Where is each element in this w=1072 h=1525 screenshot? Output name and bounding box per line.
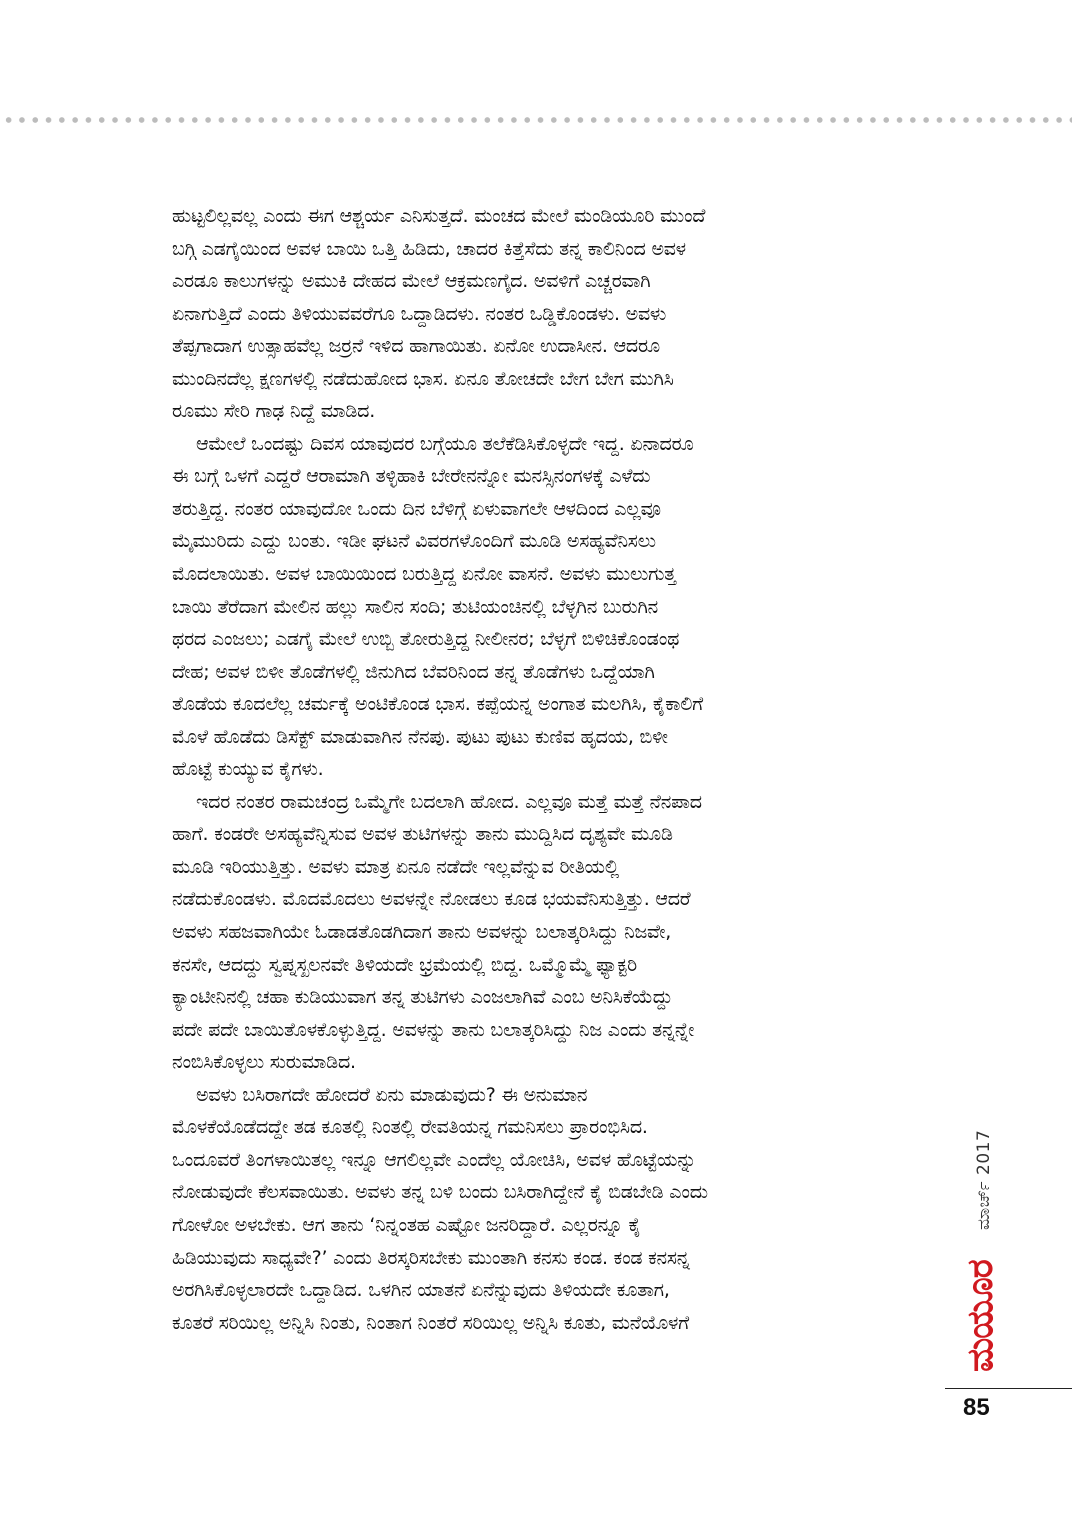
text-line: ಥರದ ಎಂಜಲು; ಎಡಗೈ ಮೇಲೆ ಉಬ್ಬಿ ತೋರುತ್ತಿದ್ದ ನೀಲೀನರ; ಬೆಳ್ಳಗೆ ಬಿಳಿಚಿಕೊಂಡಂಥ: [172, 628, 680, 651]
text-line: ಹಾಗೆ. ಕಂಡರೇ ಅಸಹ್ಯವೆನ್ನಿಸುವ ಅವಳ ತುಟಿಗಳನ್ನು ತಾನು ಮುದ್ದಿಸಿದ ದೃಶ್ಯವೇ ಮೂಡಿ: [172, 823, 673, 846]
text-line: ಬಾಯಿ ತೆರೆದಾಗ ಮೇಲಿನ ಹಲ್ಲು ಸಾಲಿನ ಸಂದಿ; ತುಟಿಯಂಚಿನಲ್ಲಿ ಬೆಳ್ಳಗಿನ ಬುರುಗಿನ: [172, 595, 659, 618]
text-line: ತೆಪ್ಪಗಾದಾಗ ಉತ್ಸಾಹವೆಲ್ಲ ಜರ್ರನೆ ಇಳಿದ ಹಾಗಾಯಿತು. ಏನೋ ಉದಾಸೀನ. ಆದರೂ: [172, 335, 660, 358]
text-line: ಕ್ಯಾಂಟೀನಿನಲ್ಲಿ ಚಹಾ ಕುಡಿಯುವಾಗ ತನ್ನ ತುಟಿಗಳು ಎಂಜಲಾಗಿವೆ ಎಂಬ ಅನಿಸಿಕೆಯೆದ್ದು: [172, 986, 673, 1009]
text-line: ನಡೆದುಕೊಂಡಳು. ಮೊದಮೊದಲು ಅವಳನ್ನೇ ನೋಡಲು ಕೂಡ ಭಯವೆನಿಸುತ್ತಿತ್ತು. ಆದರೆ: [172, 888, 691, 911]
text-line: ದೇಹ; ಅವಳ ಬಿಳೀ ತೊಡೆಗಳಲ್ಲಿ ಜಿನುಗಿದ ಬೆವರಿನಿಂದ ತನ್ನ ತೊಡೆಗಳು ಒದ್ದೆಯಾಗಿ: [172, 660, 655, 683]
text-line: ಪದೇ ಪದೇ ಬಾಯಿತೊಳಕೊಳ್ಳುತ್ತಿದ್ದ. ಅವಳನ್ನು ತಾನು ಬಲಾತ್ಕರಿಸಿದ್ದು ನಿಜ ಎಂದು ತನ್ನನ್ನೇ: [172, 1018, 695, 1041]
article-body: [172, 200, 920, 1339]
issue-date-text: ಮಾರ್ಚ್ 2017: [974, 1129, 994, 1230]
text-line: ಮುಂದಿನದೆಲ್ಲ ಕ್ಷಣಗಳಲ್ಲಿ ನಡೆದುಹೋದ ಭಾಸ. ಏನೂ ತೋಚದೇ ಬೇಗ ಬೇಗ ಮುಗಿಸಿ: [172, 367, 674, 390]
text-line: ಹೊಟ್ಟೆ ಕುಯ್ಯುವ ಕೈಗಳು.: [172, 758, 324, 781]
text-line: ಅರಗಿಸಿಕೊಳ್ಳಲಾರದೇ ಒದ್ದಾಡಿದ. ಒಳಗಿನ ಯಾತನೆ ಏನೆನ್ನುವುದು ತಿಳಿಯದೇ ಕೂತಾಗ,: [172, 1279, 670, 1302]
text-line: ರೂಮು ಸೇರಿ ಗಾಢ ನಿದ್ದೆ ಮಾಡಿದ.: [172, 400, 376, 423]
text-line: ಮೊಳಕೆಯೊಡೆದದ್ದೇ ತಡ ಕೂತಲ್ಲಿ ನಿಂತಲ್ಲಿ ರೇವತಿಯನ್ನ ಗಮನಿಸಲು ಪ್ರಾರಂಭಿಸಿದ.: [172, 1116, 648, 1139]
text-line: ಎರಡೂ ಕಾಲುಗಳನ್ನು ಅಮುಕಿ ದೇಹದ ಮೇಲೆ ಆಕ್ರಮಣಗೈದ. ಅವಳಿಗೆ ಎಚ್ಚರವಾಗಿ: [172, 270, 651, 293]
text-line: ತೊಡೆಯ ಕೂದಲೆಲ್ಲ ಚರ್ಮಕ್ಕೆ ಅಂಟಿಕೊಂಡ ಭಾಸ. ಕಪ್ಪೆಯನ್ನ ಅಂಗಾತ ಮಲಗಿಸಿ, ಕೈಕಾಲಿಗೆ: [172, 693, 703, 716]
page-number-rule: [945, 1388, 1072, 1389]
text-line: ಏನಾಗುತ್ತಿದೆ ಎಂದು ತಿಳಿಯುವವರೆಗೂ ಒದ್ದಾಡಿದಳು. ನಂತರ ಒಡ್ಡಿಕೊಂಡಳು. ಅವಳು: [172, 302, 667, 325]
text-line: ಅವಳು ಬಸಿರಾಗದೇ ಹೋದರೆ ಏನು ಮಾಡುವುದು? ಈ ಅನುಮಾನ: [196, 1083, 588, 1106]
text-line: ಕನಸೇ, ಆದದ್ದು ಸ್ವಪ್ನಸ್ಖಲನವೇ ತಿಳಿಯದೇ ಭ್ರಮೆಯಲ್ಲಿ ಬಿದ್ದ. ಒಮ್ಮೊಮ್ಮೆ ಫ್ಯಾಕ್ಟರಿ: [172, 953, 637, 976]
text-line: ಮೊಳೆ ಹೊಡೆದು ಡಿಸೆಕ್ಟ್ ಮಾಡುವಾಗಿನ ನೆನಪು. ಪುಟು ಪುಟು ಕುಣಿವ ಹೃದಯ, ಬಿಳೀ: [172, 725, 668, 748]
text-line: ಬಗ್ಗಿ ಎಡಗೈಯಿಂದ ಅವಳ ಬಾಯಿ ಒತ್ತಿ ಹಿಡಿದು, ಚಾದರ ಕಿತ್ತೆಸೆದು ತನ್ನ ಕಾಲಿನಿಂದ ಅವಳ: [172, 237, 686, 260]
text-line: ಕೂತರೆ ಸರಿಯಿಲ್ಲ ಅನ್ನಿಸಿ ನಿಂತು, ನಿಂತಾಗ ನಿಂತರೆ ಸರಿಯಿಲ್ಲ ಅನ್ನಿಸಿ ಕೂತು, ಮನೆಯೊಳಗೆ: [172, 1311, 689, 1334]
magazine-name: ಮಯೂರ: [960, 1260, 1001, 1372]
text-line: ಒಂದೂವರೆ ತಿಂಗಳಾಯಿತಲ್ಲ ಇನ್ನೂ ಆಗಲಿಲ್ಲವೇ ಎಂದೆಲ್ಲ ಯೋಚಿಸಿ, ಅವಳ ಹೊಟ್ಟೆಯನ್ನು: [172, 1148, 697, 1171]
text-line: ಗೋಳೋ ಅಳಬೇಕು. ಆಗ ತಾನು ‘ನಿನ್ನಂತಹ ಎಷ್ಟೋ ಜನರಿದ್ದಾರೆ. ಎಲ್ಲರನ್ನೂ ಕೈ: [172, 1213, 641, 1236]
text-line: ಹಿಡಿಯುವುದು ಸಾಧ್ಯವೇ?’ ಎಂದು ತಿರಸ್ಕರಿಸಬೇಕು ಮುಂತಾಗಿ ಕನಸು ಕಂಡ. ಕಂಡ ಕನಸನ್ನ: [172, 1246, 690, 1269]
dotted-separator: [0, 116, 1072, 124]
text-line: ಇದರ ನಂತರ ರಾಮಚಂದ್ರ ಒಮ್ಮೆಗೇ ಬದಲಾಗಿ ಹೋದ. ಎಲ್ಲವೂ ಮತ್ತೆ ಮತ್ತೆ ನೆನಪಾದ: [196, 790, 702, 813]
page-number: 85: [963, 1394, 990, 1421]
text-line: ಅವಳು ಸಹಜವಾಗಿಯೇ ಓಡಾಡತೊಡಗಿದಾಗ ತಾನು ಅವಳನ್ನು ಬಲಾತ್ಕರಿಸಿದ್ದು ನಿಜವೇ,: [172, 921, 672, 944]
text-line: ನೋಡುವುದೇ ಕೆಲಸವಾಯಿತು. ಅವಳು ತನ್ನ ಬಳಿ ಬಂದು ಬಸಿರಾಗಿದ್ದೇನೆ ಕೈ ಬಿಡಬೇಡಿ ಎಂದು: [172, 1181, 708, 1204]
text-line: ಆಮೇಲೆ ಒಂದಷ್ಟು ದಿವಸ ಯಾವುದರ ಬಗ್ಗೆಯೂ ತಲೆಕೆಡಿಸಿಕೊಳ್ಳದೇ ಇದ್ದ. ಏನಾದರೂ: [196, 432, 694, 455]
text-line: ನಂಬಿಸಿಕೊಳ್ಳಲು ಸುರುಮಾಡಿದ.: [172, 1051, 356, 1074]
text-line: ಮೈಮುರಿದು ಎದ್ದು ಬಂತು. ಇಡೀ ಘಟನೆ ವಿವರಗಳೊಂದಿಗೆ ಮೂಡಿ ಅಸಹ್ಯವೆನಿಸಲು: [172, 530, 656, 553]
text-line: ಈ ಬಗ್ಗೆ ಒಳಗೆ ಎದ್ದರೆ ಆರಾಮಾಗಿ ತಳ್ಳಿಹಾಕಿ ಬೇರೇನನ್ನೋ ಮನಸ್ಸಿನಂಗಳಕ್ಕೆ ಎಳೆದು: [172, 465, 651, 488]
text-line: ತರುತ್ತಿದ್ದ. ನಂತರ ಯಾವುದೋ ಒಂದು ದಿನ ಬೆಳಿಗ್ಗೆ ಏಳುವಾಗಲೇ ಆಳದಿಂದ ಎಲ್ಲವೂ: [172, 497, 661, 520]
text-line: ಹುಟ್ಟಲಿಲ್ಲವಲ್ಲ ಎಂದು ಈಗ ಆಶ್ಚರ್ಯ ಎನಿಸುತ್ತದೆ. ಮಂಚದ ಮೇಲೆ ಮಂಡಿಯೂರಿ ಮುಂದೆ: [172, 205, 706, 227]
text-line: ಮೊದಲಾಯಿತು. ಅವಳ ಬಾಯಿಯಿಂದ ಬರುತ್ತಿದ್ದ ಏನೋ ವಾಸನೆ. ಅವಳು ಮುಲುಗುತ್ತ: [172, 563, 676, 586]
text-line: ಮೂಡಿ ಇರಿಯುತ್ತಿತ್ತು. ಅವಳು ಮಾತ್ರ ಏನೂ ನಡೆದೇ ಇಲ್ಲವೆನ್ನುವ ರೀತಿಯಲ್ಲಿ: [172, 855, 619, 878]
